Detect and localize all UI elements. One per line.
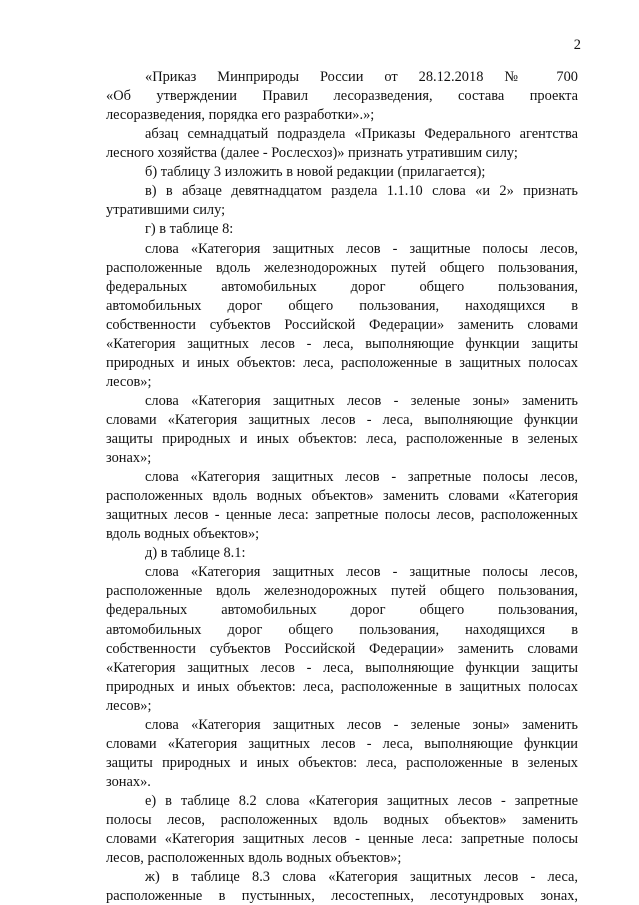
text-line: полосы лесов, расположенных вдоль водных объектов» заменить (106, 812, 578, 828)
text-line: «Об утверждении Правил лесоразведения, состава проекта (106, 88, 578, 104)
text-line: защитных лесов - ценные леса: запретные полосы лесов, расположенных (106, 507, 578, 524)
text-line: ж) в таблице 8.3 слова «Категория защитных лесов - леса, (145, 869, 578, 886)
text-line: е) в таблице 8.2 слова «Категория защитных лесов - запретные (145, 792, 578, 809)
text-line: расположенные вдоль железнодорожных путей общего пользования, (106, 583, 578, 600)
text-line: зонах». (106, 773, 151, 790)
text-line: д) в таблице 8.1: (145, 545, 246, 562)
text-line: зонах»; (106, 450, 152, 466)
text-line: словами «Категория защитных лесов - леса, выполняющие функции (106, 735, 578, 752)
text-line: лесов»; (106, 373, 152, 390)
text-line: слова «Категория защитных лесов - запретные полосы лесов, (145, 469, 578, 486)
text-line: лесов, расположенных вдоль водных объектов»; (106, 850, 402, 867)
text-line: «Категория защитных лесов - леса, выполняющие функции защиты (106, 659, 578, 676)
text-line: «Приказ Минприроды России от 28.12.2018 № 700 (145, 69, 578, 85)
text-line: защиты природных и иных объектов: леса, расположенные в зеленых (106, 430, 578, 447)
text-line: вдоль водных объектов»; (106, 526, 260, 543)
text-line: словами «Категория защитных лесов - ценные леса: запретные полосы (106, 831, 578, 847)
text-line: слова «Категория защитных лесов - зеленые зоны» заменить (145, 716, 578, 733)
text-line: г) в таблице 8: (145, 221, 234, 238)
page-number: 2 (573, 37, 581, 53)
text-line: защиты природных и иных объектов: леса, расположенные в зеленых (106, 754, 578, 771)
text-line: словами «Категория защитных лесов - леса, выполняющие функции (106, 411, 578, 428)
text-line: расположенные в пустынных, лесостепных, лесотундровых зонах, (106, 888, 578, 905)
text-line: лесоразведения, порядка его разработки».»; (106, 107, 375, 124)
text-line: лесов»; (106, 697, 152, 714)
text-line: слова «Категория защитных лесов - защитные полосы лесов, (145, 240, 578, 257)
text-line: расположенные вдоль железнодорожных путей общего пользования, (106, 259, 578, 276)
text-line: федеральных автомобильных дорог общего пользования, (106, 278, 578, 295)
text-line: автомобильных дорог общего пользования, находящихся в (106, 621, 578, 638)
text-line: слова «Категория защитных лесов - защитные полосы лесов, (145, 564, 578, 581)
text-line: расположенных вдоль водных объектов» заменить словами «Категория (106, 488, 578, 505)
text-line: лесного хозяйства (далее - Рослесхоз)» признать утратившим силу; (106, 145, 518, 162)
text-line: б) таблицу 3 изложить в новой редакции (прилагается); (145, 164, 486, 181)
text-line: природных и иных объектов: леса, расположенные в защитных полосах (106, 354, 578, 371)
text-line: автомобильных дорог общего пользования, находящихся в (106, 297, 578, 314)
text-line: абзац семнадцатый подраздела «Приказы Федерального агентства (145, 126, 578, 143)
text-line: слова «Категория защитных лесов - зеленые зоны» заменить (145, 392, 578, 409)
text-line: собственности субъектов Российской Федерации» заменить словами (106, 316, 578, 333)
text-line: собственности субъектов Российской Федерации» заменить словами (106, 640, 578, 657)
text-line: федеральных автомобильных дорог общего пользования, (106, 602, 578, 619)
text-line: «Категория защитных лесов - леса, выполняющие функции защиты (106, 335, 578, 352)
text-line: утратившими силу; (106, 202, 226, 219)
text-line: природных и иных объектов: леса, расположенные в защитных полосах (106, 678, 578, 695)
text-line: в) в абзаце девятнадцатом раздела 1.1.10 слова «и 2» признать (145, 183, 578, 200)
